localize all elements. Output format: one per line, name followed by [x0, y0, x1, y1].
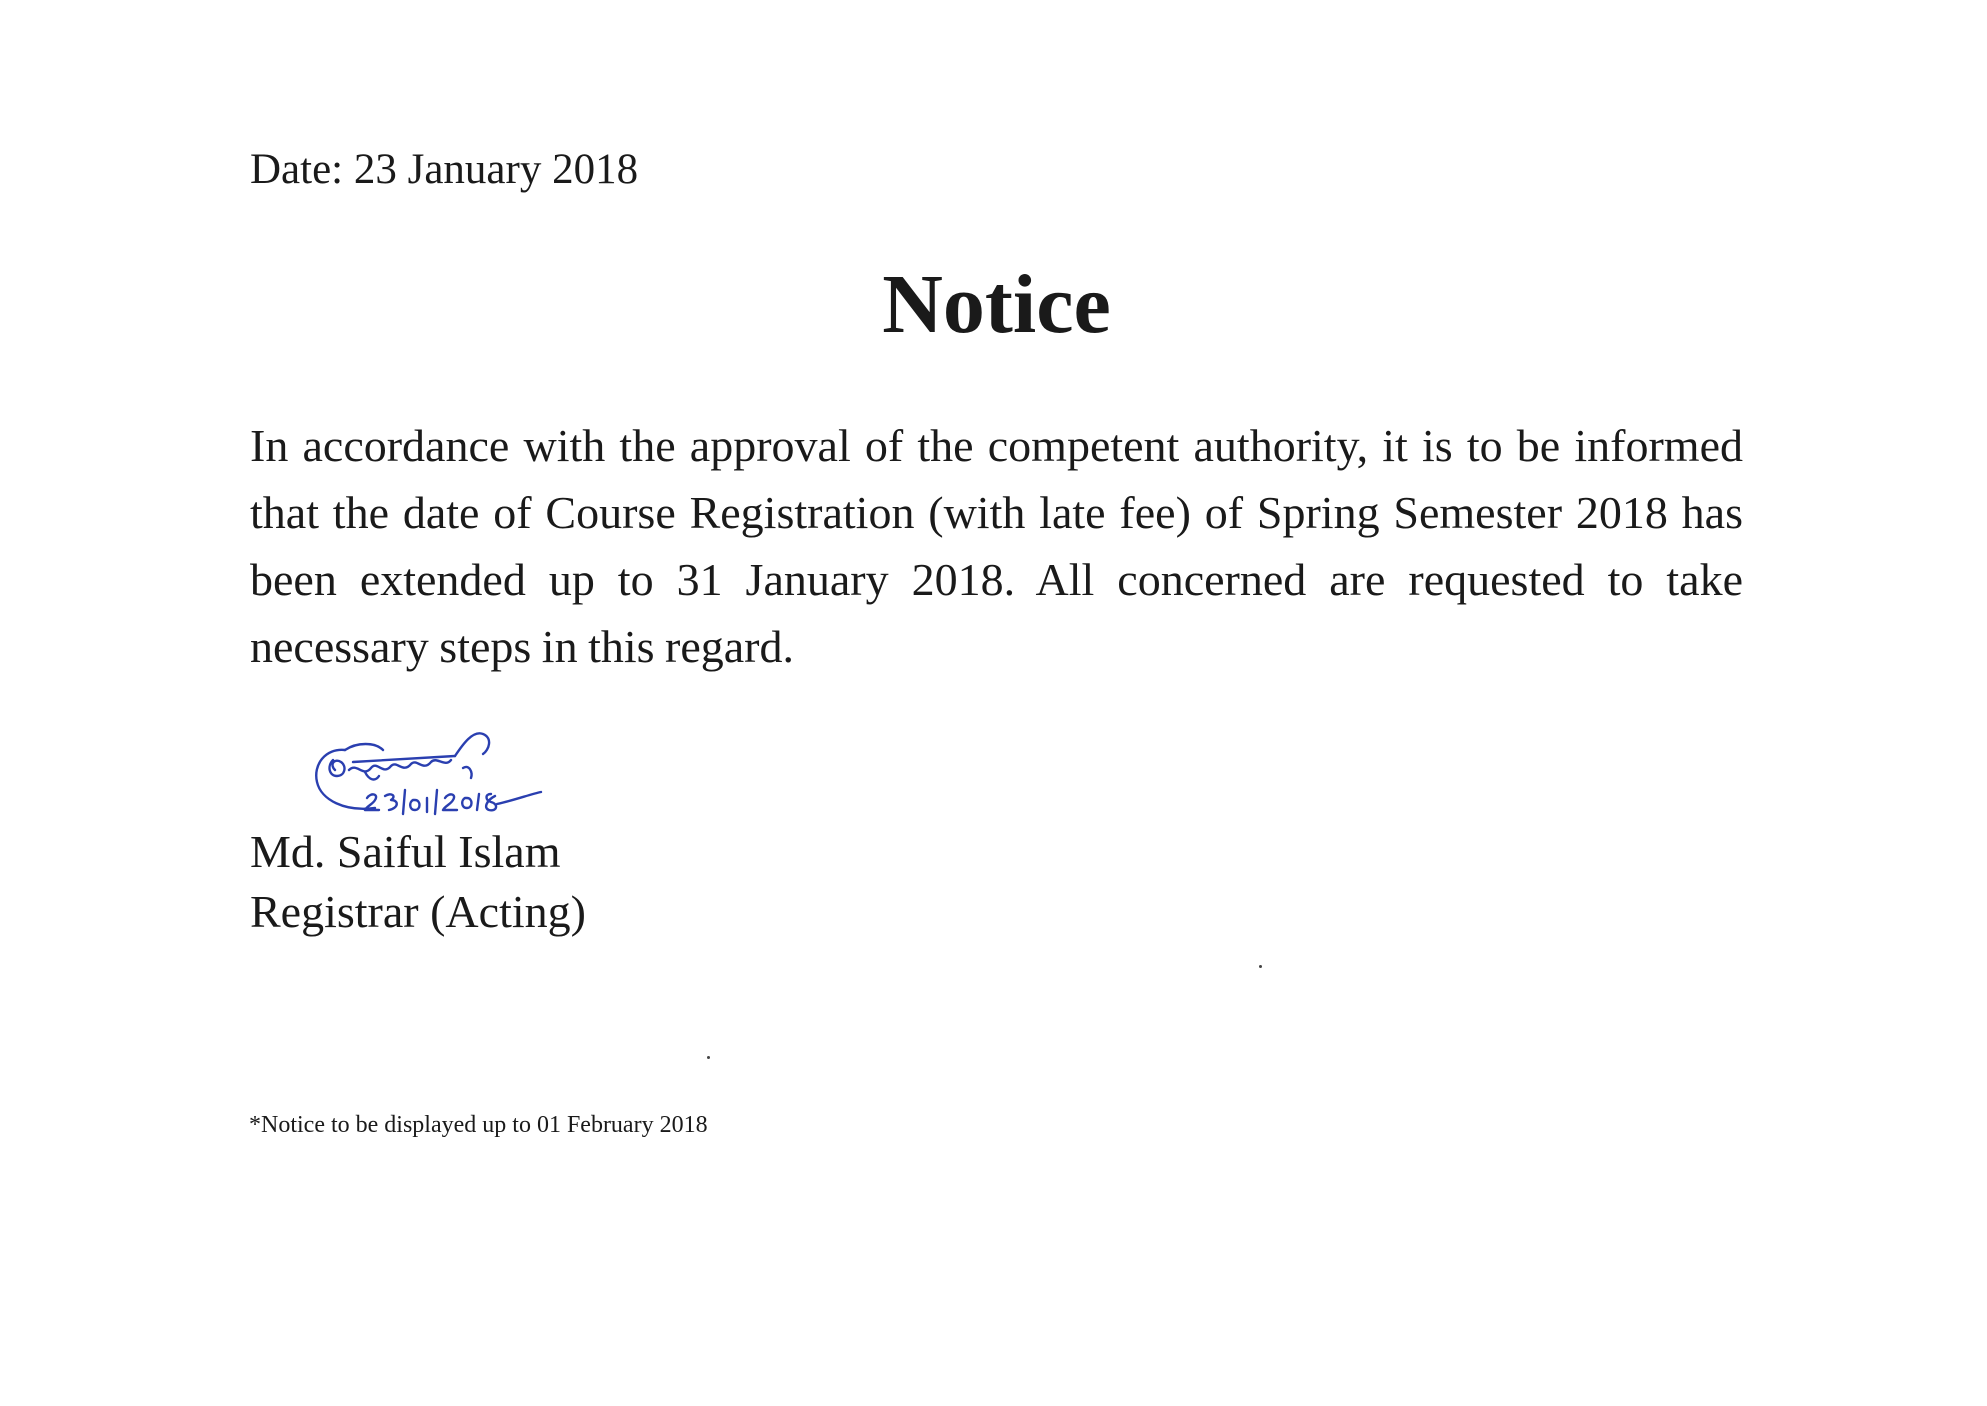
signatory-block — [250, 822, 586, 942]
signatory-title: Registrar (Acting) — [250, 886, 586, 937]
notice-title: Notice — [882, 258, 1111, 351]
scan-speck — [707, 1056, 710, 1059]
handwritten-signature — [305, 720, 565, 830]
signatory-name: Md. Saiful Islam — [250, 826, 561, 877]
notice-body: In accordance with the approval of the competent authority, it is to be informed that the date of Course Registration (with late fee) of Spring Semester 2018 has been extended up to 31 January 2018. All concerned are requested to take necessary steps in this regard. — [250, 420, 1743, 672]
display-footnote: *Notice to be displayed up to 01 February 2018 — [249, 1112, 708, 1138]
notice-date: Date: 23 January 2018 — [250, 146, 639, 193]
scan-speck — [1259, 965, 1262, 968]
